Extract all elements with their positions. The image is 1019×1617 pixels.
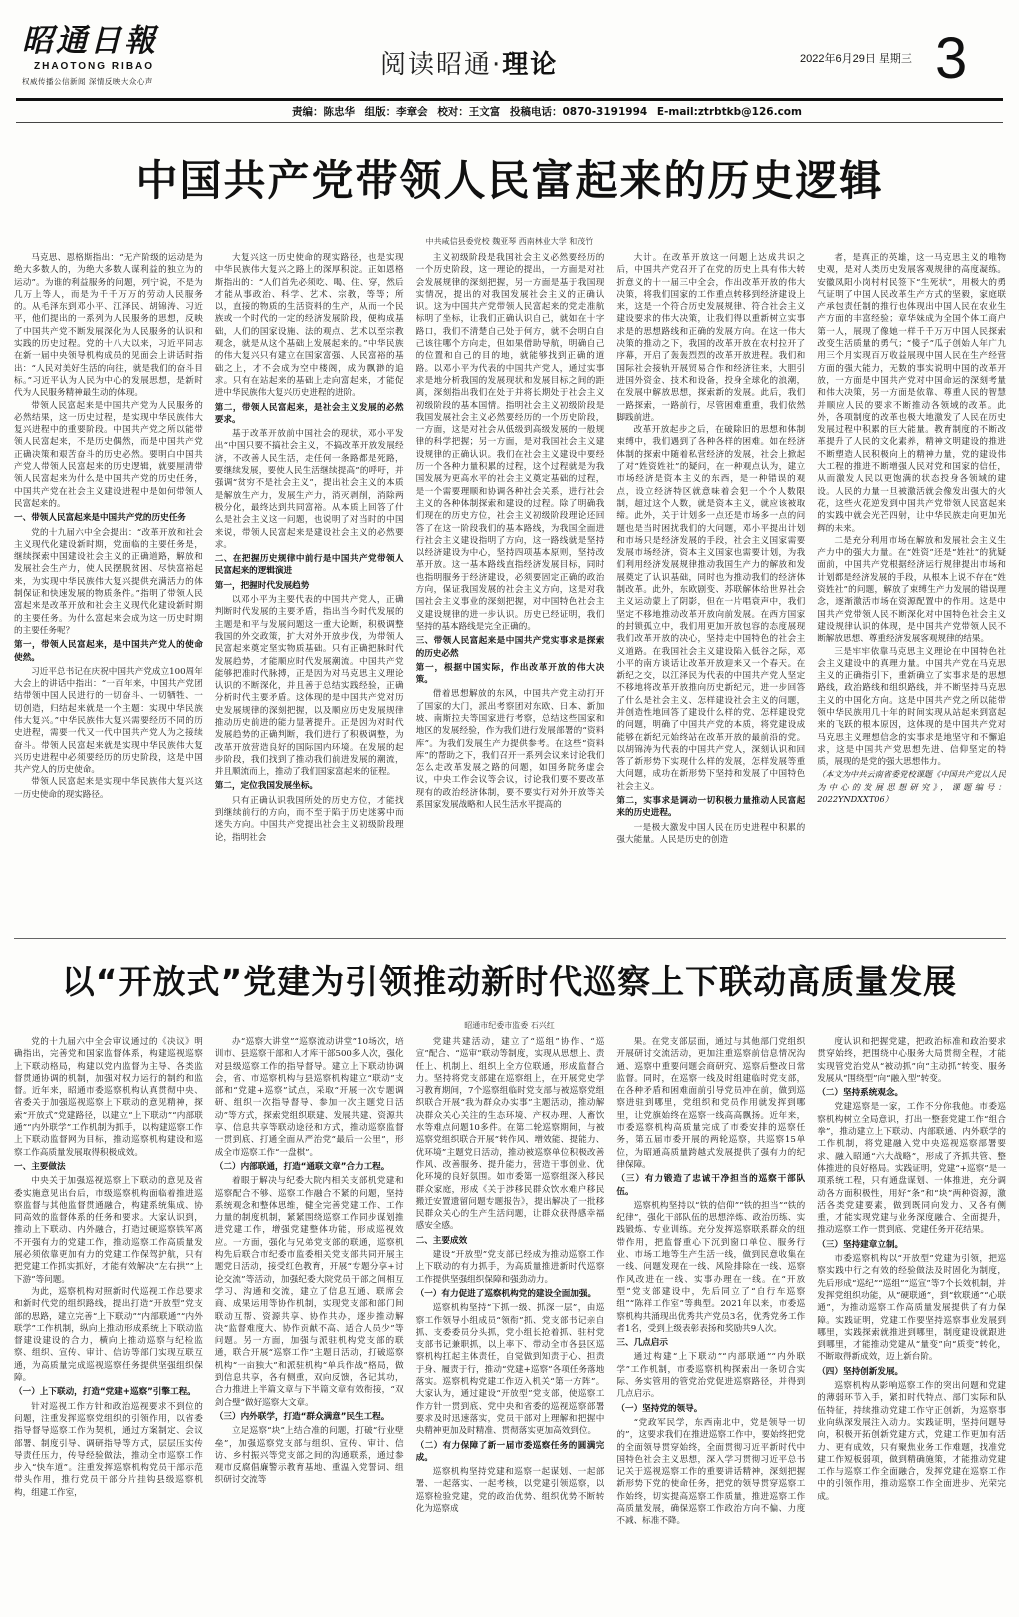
article2-column: [14, 1036, 203, 1608]
section-title-prefix: 阅读昭通·: [380, 50, 503, 80]
subheading: 三、几点启示: [616, 1338, 668, 1349]
subheading: （三）有力锻造了忠诚干净担当的巡察干部队伍。: [616, 1174, 806, 1197]
subheading: 第一，带领人民富起来，是中国共产党人的使命使然。: [14, 640, 203, 663]
paragraph: 果。在党支部层面，通过与其他部门党组织开展研讨交流活动，更加注重巡察前信息情况沟通、巡察中重要问题会商研究、巡察后整改日常监督。同时，在巡察一线及时组建临时党支部，在各种矛盾和困难面前引导党员冲在前，做到巡察进驻到哪里，党组织和党员作用就发挥到哪里，让党旗始终在巡察一线高高飘扬。近年来，市委巡察机构高质量完成了市委安排的巡察任务，第五届市委开展的两轮巡察，共巡察15单位，为昭通高质量跨越式发展提供了强有力的纪律保障。: [616, 1037, 806, 1170]
paragraph: 者，是真正的英雄，这一马克思主义的唯物史观，是对人类历史发展客观规律的高度凝练。安徽凤阳小岗村村民签下“生死状”，用极大的勇气证明了中国人民改革生产方式的坚毅，家庭联产承包责任制的推行也体现出中国人民在农业生产方面的丰富经验；章华妹成为全国个体工商户第一人，展现了像她一样千千万万中国人民探索改变生活质量的勇气；“傻子”瓜子创始人年广九用三个月实现百万收益展现中国人民在生产经营方面的强大能力，无数的事实说明中国的改革开放，一方面是中国共产党对中国命运的深刻考量和伟大决策，另一方面是依靠、尊重人民的智慧并顺应人民的要求不断推动各领域的改革。此外，各项制度的改革也极大地激发了人民在历史发展过程中积累的巨大能量。教育制度的不断改革提升了人民的文化素养，精神文明建设的推进不断塑造人民积极向上的精神力量，党的建设伟大工程的推进不断增强人民对党和国家的信任，从而激发人民以更饱满的状态投身各领域的建设。人民的力量一旦被激活就会像发出强大的火花，这些火花逆发到中国共产党带领人民富起来的实践中就会光芒四射，让中华民族走向更加光辉的未来。: [817, 253, 1006, 534]
article2-body: [14, 1036, 1006, 1608]
paragraph: 带领人民富起来是实现中华民族伟大复兴这一历史使命的现实路径。: [14, 777, 203, 800]
paragraph: 立足巡察“块”上结合准的问题，打破“行业壁垒”，加强巡察党支部与组织、宣传、审计、信访、乡村振兴等党支部之间的沟通联系，通过参观市反腐倡廉警示教育基地、重温入党誓词、组织研讨交流等: [214, 1426, 404, 1486]
subheading: （二）内部联通，打造“通联文章”合力工程。: [214, 1161, 390, 1172]
masthead-rule: [16, 98, 1003, 101]
section-title-bold: 理论: [502, 50, 559, 80]
paragraph: 着眼于解决与纪委大院内相关支部机党建和巡察配合不够、巡察工作融合不紧的问题，坚持系统观念和整体思维，健全完善党建工作、工作力量的制度机制，紧紧围绕巡察工作同步谋划推进党建工作，增强党建整体功能，形成巡视效应。一方面，强化与兄弟党支部的联通，巡察机构先后联合市纪委市监委相关党支部共同开展主题党日活动，接受红色教育，开展“专题分享+讨论交流”等活动，加强纪委大院党员干部之间相互学习、沟通和交流，建立了信息互通、联席会商、成果运用等协作机制，实现党支部和部门间联动互帮、资源共享、协作共办，逐步推动解决“监督难度大、协作贡献不高、适合人员少”等问题。另一方面，加强与派驻机构党支部的联通，联合开展“巡察工作”主题日活动，打破巡察机构“一亩独大”和派驻机构“单兵作战”格局，做到信息共享，各有侧重，双向反馈，各记其功，合力推进上半篇文章与下半篇文章有效衔接，“双剑合璧”做好巡察大文章。: [214, 1176, 404, 1408]
newspaper-logo: [22, 22, 212, 87]
paragraph: 党建巡察是一家，工作不分你我他。市委巡察机构树立全局意识，打出一整套党建工作“组合拳”，推动建立上下联动、内部联通、内外联学的工作机制，将党建融入党中央巡视巡察部署要求、融入昭通“六大战略”，形成了齐抓共管、整体推进的良好格局。实践证明，党建“+巡察”是一项系统工程，只有通盘谋划、一体推进，充分调动各方面积极性，用好“条”和“块”两种资源，激活各类党建要素，做到既同向发力、又各有侧重，才能实现党建与业务深度融合、全面提升，推动巡察工作一贯到底、党建任务开花结果。: [817, 1102, 1006, 1236]
article-note: （本文为中共云南省委党校课题《中国共产党以人民为中心的发展思想研究》，课题编号：2022YNDXXT06）: [817, 769, 1006, 805]
article1-body: [14, 252, 1006, 932]
paragraph: 带领人民富起来是中国共产党为人民服务的必然结果，这一历史过程，是实现中华民族伟大复兴进程中的重要阶段。中国共产党之所以能带领人民富起来，不是历史偶然，而是中国共产党正确决策和艰苦奋斗的历史必然。要明白中国共产党人带领人民富起来的历史逻辑，就要厘清带领人民富起来为什么是中国共产党的历史任务，中国共产党在社会主义建设进程中是如何带领人民富起来的。: [14, 400, 203, 509]
credit-layout: 组版：李章会: [364, 106, 428, 118]
subheading: 一、带领人民富起来是中国共产党的历史任务: [14, 513, 186, 524]
paragraph: 一是极大激发中国人民在历史进程中积累的强大能量。人民是历史的创造: [616, 822, 806, 845]
subheading: （三）内外联学，打造“群众满意”民生工程。: [214, 1411, 390, 1422]
paragraph: 只有正确认识我国所处的历史方位，才能找到继续前行的方向，而不至于陷于历史迷雾中而迷失方向。中国共产党提出社会主义初级阶段理论，指明社会: [214, 795, 404, 843]
paragraph: 中央关于加强巡视巡察上下联动的意见及省委实施意见出台后，市级巡察机构面临着推进巡察监督与其他监督贯通融合，构建系统集成、协同高效的监督体系的任务和要求。大家认识到，推动上下联动、内外融合，打造过硬巡察铁军离不开强有力的党建工作，推动巡察工作高质量发展必须依靠更加有力的党建工作保驾护航，只有把党建工作抓实抓好，才能有效解决“左右拱”“上下游”等问题。: [14, 1176, 203, 1285]
logo-pinyin: ZHAOTONG RIBAO: [34, 61, 155, 72]
paragraph: 二是充分利用市场在解放和发展社会主义生产力中的强大力量。在“姓资”还是“姓社”的犹疑面前，中国共产党根据经济运行规律提出市场和计划都是经济发展的手段，从根本上说不存在“姓资姓社”的问题，解放了束缚生产力发展的错误理念，逐渐激活市场在资源配置中的作用。这是中国共产党带领人民不断深化对中国特色社会主义建设规律认识的体现，是中国共产党带领人民不断解放思想、尊重经济发展客观规律的结果。: [817, 535, 1006, 645]
article2-title: 以“开放式”党建为引领推动新时代巡察上下联动高质量发展: [61, 962, 958, 1001]
article1-title: 中国共产党带领人民富起来的历史逻辑: [135, 156, 884, 205]
paragraph: 巡察机构坚持党建和巡察一起谋划、一起部署、一起落实、一起考核，以党建引领巡察，以巡察检验党建，党的政治优势、组织优势不断转化为巡察成: [415, 1467, 605, 1514]
article2-column: [817, 1036, 1006, 1608]
paragraph: 以邓小平为主要代表的中国共产党人，正确判断时代发展的主要矛盾，指出当今时代发展的主题是和平与发展问题这一重大论断，积极调整我国的外交政策，扩大对外开放步伐，为带领人民富起来奠定坚实物质基础。只有正确把脉时代发展趋势，才能顺应时代发展潮流。中国共产党能够把准时代脉搏，正是因为对马克思主义理论认识的不断深化，并且善于总结实践经验，正确分析时代主要矛盾。这体现的是中国共产党对历史发展规律的深刻把握，以及顺应历史发展规律推动历史前进的能力显著提升。正是因为对时代发展趋势的正确判断，我们进行了积极调整，为改革开放营造良好的国际国内环境。在发展的起步阶段，我们找到了推动我们前进发展的潮流，并且顺流而上，推动了我们国家富起来的征程。: [214, 595, 404, 778]
paragraph: “党政军民学，东西南北中，党是领导一切的”，这要求我们在推进巡察工作中，要始终把党的全面领导贯穿始终，全面贯彻习近平新时代中国特色社会主义思想，深入学习贯彻习近平总书记关于巡视巡察工作的重要讲话精神，深刻把握新形势下党的使命任务，把党的领导贯穿巡察工作始终，切实提高巡察工作质量，推进巡察工作高质量发展，确保巡察工作政治方向不偏、力度不减、标准不降。: [616, 1417, 806, 1527]
credit-editor: 责编：陈忠华: [292, 106, 355, 118]
paragraph: 为此，巡察机构对照新时代巡视工作总要求和新时代党的组织路线，提出打造“开放型”党支部的思路，建立完善“上下联动”“内部联通”“内外联学”工作机制，纵向上推动形成系统上下联动监督建设建设的合力，横向上推动巡察与纪检监察、组织、宣传、审计、信访等部门实现互联互通，为高质量完成巡视巡察任务提供坚强组织保障。: [14, 1286, 203, 1384]
subheading: 一、主要做法: [14, 1161, 66, 1172]
masthead: [0, 0, 1019, 100]
article2-column: [215, 1036, 404, 1608]
issue-date: 2022年6月29日 星期三: [800, 53, 912, 65]
article2-column: [616, 1036, 805, 1608]
paragraph: 办“巡察大讲堂”“巡察流动讲堂”10场次，培训市、县巡察干部和人才库干部500多人次，强化对县级巡察工作的指导督导。建立上下联动协调会，省、市巡察机构与县巡察机构建立“联动”支部和“党建+巡察”试点，采取“开展一次专题调研、组织一次指导督导、参加一次主题党日活动”等方式，探索党组织联建、发展共建、资源共享、信息共享等联动途径和方式，推动巡察监督一贯到底、打通全面从严治党“最后一公里”，形成全市巡察工作“一盘棋”。: [214, 1037, 404, 1158]
subheading: 第二，带领人民富起来，是社会主义发展的必然要求。: [214, 402, 404, 425]
subheading: （一）坚持党的领导。: [616, 1403, 703, 1414]
paragraph: 巡察机构从影响巡察工作的突出问题和党建的薄弱环节入手，紧扣时代特点、部门实际和队伍特征，持续推动党建工作守正创新，为巡察事业向纵深发展注入动力。实践证明，坚持问题导向，积极开拓创新党建方式，党建工作更加有活力、更有成效，只有聚焦业务工作难题，找准党建工作短板弱项，做到精确施策，才能推动党建工作与巡察工作全面融合，发挥党建在巡察工作中的引领作用，推动巡察工作全面进步、光荣完成。: [817, 1381, 1006, 1502]
credit-proof: 校对：王文富: [437, 106, 501, 118]
subheading: 第二，定位我国发展坐标。: [214, 781, 318, 792]
section-title: [380, 44, 558, 81]
subheading: 第二，实事求是调动一切积极力量推动人民富起来的历史进程。: [616, 796, 806, 819]
credits-rule: [16, 122, 1003, 123]
article2-column: [416, 1036, 605, 1608]
paragraph: 建设“开放型”党支部已经成为推动巡察工作上下联动的有力抓手，为高质量推进新时代巡察工作提供坚强组织保障和强劲动力。: [415, 1250, 605, 1285]
article1-column: [817, 252, 1006, 932]
subheading: （四）坚持创新发展。: [817, 1366, 904, 1377]
credits-line: [292, 104, 808, 119]
article1-column: [416, 252, 605, 932]
paragraph: 借着思想解放的东风，中国共产党主动打开了国家的大门，派出考察团对东欧、日本、新加坡、南斯拉夫等国家进行考察，总结这些国家和地区的发展经验，作为我们进行发展部署的“资料库”。为我们发展生产力提供参考。在这些“资料库”的帮助之下，我们召开一系列会议来讨论我们怎么走改革发展之路的问题，如国务院务虚会议，中央工作会议等会议，讨论我们要不要改革现有的政治经济体制，要不要实行对外开放等关系国家发展战略和人民生活水平提高的: [415, 689, 605, 811]
paragraph: 党的十九届六中全会审议通过的《决议》明确指出，完善党和国家监督体系，构建巡视巡察上下联动格局，构建以党内监督为主导、各类监督贯通协调的机制，加强对权力运行的制约和监督。近年来，昭通市委巡察机构认真贯彻中央、省委关于加强巡视巡察上下联动的意见精神，探索“开放式”党建路径，以建立“上下联动”“内部联通”“内外联学”工作机制为抓手，以构建巡察工作上下联动监督网为目标，推动巡察机构建设和巡察工作高质量发展取得积极成效。: [14, 1037, 203, 1158]
subheading: （一）有力促进了巡察机构党的建设全面加强。: [415, 1288, 597, 1299]
paragraph: 度认识和把握党建，把政治标准和政治要求贯穿始终，把围绕中心服务大局贯彻全程，才能实现管党治党从“被动抓”向“主动抓”转变、服务发展从“围绕型”向“融入型”转变。: [817, 1037, 1006, 1084]
logo-slogan: 权威传播公信新闻 深情反映大众心声: [22, 77, 153, 86]
paragraph: 马克思、恩格斯指出：“无产阶级的运动是为绝大多数人的，为绝大多数人谋利益的独立为的运动”。为谁的利益服务的问题，列宁说，不是为几万上等人，而是为千千万万的劳动人民服务的。从毛泽东到邓小平、江泽民、胡锦涛、习近平，他们提出的一系列为人民服务的思想，反映了中国共产党不断发展深化为人民服务的认识和实践的历史过程。党的十八大以来，习近平同志在新一届中央领导机构成员的见面会上讲话时指出：“人民对美好生活的向往，就是我们的奋斗目标。”习近平认为人民为中心的发展思想，是新时代为人民服务精神最生动的体现。: [14, 253, 203, 399]
subheading: 第一，把握时代发展趋势: [214, 580, 310, 591]
paragraph: 通过构建“上下联动”“内部联通”“内外联学”工作机制，市委巡察机构探索出一条切合实际、务实管用的管党治党促进巡察路径，并得到几点启示。: [616, 1352, 806, 1400]
subheading: 二、在把握历史规律中前行是中国共产党带领人民富起来的逻辑演进: [214, 554, 404, 577]
paragraph: 大复兴这一历史使命的现实路径，也是实现中华民族伟大复兴之路上的深厚积淀。正如恩格斯指出的：“人们首先必须吃、喝、住、穿，然后才能从事政治、科学、艺术、宗教，等等；所以，直接的物质的生活资料的生产，从而一个民族或一个时代的一定的经济发展阶段，便构成基础，人们的国家设施、法的观点、艺术以至宗教观念，就是从这个基础上发展起来的。”中华民族的伟大复兴只有建立在国家富强、人民富裕的基础之上，才不会成为空中楼阁，成为飘渺的追求。只有在站起来的基础上走向富起来，才能促进中华民族伟大复兴历史进程的进阶。: [214, 253, 404, 399]
paragraph: 基于改革开放前中国社会的现状，邓小平发出“中国只要不搞社会主义，不搞改革开放发展经济，不改善人民生活，走任何一条路都是死路，要继续发展，要使人民生活继续提高”的呼吁，并强调“贫穷不是社会主义”，提出社会主义的本质是解放生产力，发展生产力，消灭剥削，消除两极分化，最终达到共同富裕。从本质上回答了什么是社会主义这一问题，也说明了对当时的中国来说，带领人民富起来是建设社会主义的必然要求。: [214, 429, 404, 550]
paragraph: 习近平总书记在庆祝中国共产党成立100周年大会上的讲话中指出：“一百年来，中国共产党团结带领中国人民进行的一切奋斗、一切牺牲、一切创造，归结起来就是一个主题：实现中华民族伟大复兴。”中华民族伟大复兴需要经历不同的历史进程，需要一代又一代中国共产党人为之接续奋斗。带领人民富起来就是实现中华民族伟大复兴历史进程中必须要经历的历史阶段，这是中国共产党人的历史使命。: [14, 666, 203, 776]
article2-byline: 昭通市纪委市监委 石兴红: [464, 1021, 555, 1030]
subheading: 二、主要成效: [415, 1235, 468, 1246]
subheading: （三）坚持建章立制。: [817, 1239, 904, 1250]
article1-column: [616, 252, 805, 932]
credit-email: E-mail:ztrbtkb@126.com: [656, 106, 802, 118]
article1-column: [215, 252, 404, 932]
subheading: （二）有力保障了新一届市委巡察任务的圆满完成。: [415, 1440, 605, 1463]
paragraph: 市委巡察机构以“开放型”党建为引领，把巡察实践中行之有效的经验做法及时固化为制度，先后形成“巡纪”“巡组”“巡宣”等7个长效机制，并发挥党组织功能，从“硬联通”，到“软联通”“心联通”，为推动巡察工作高质量发展提供了有力保障。实践证明，党建工作要坚持巡察事业发展到哪里，实践探索就推进到哪里，制度建设就跟进到哪里，才能推动党建从“量变”向“质变”转化，不断取得新成效，迈上新台阶。: [817, 1254, 1006, 1363]
paragraph: 主义初级阶段是我国社会主义必然要经历的一个历史阶段，这一理论的提出，一方面是对社会发展规律的深刻把握，另一方面是基于我国现实情况，提出的对我国发展社会主义的正确认识。这为中国共产党带领人民富起来的党走准航标明了坐标，让我们正确认识自己，就如在十字路口，我们不清楚自己处于何方，就不会明白自己该往哪个方向走，但如果借助导航，明确自己的位置和自己的目的地，就能够找到正确的道路。以邓小平为代表的中国共产党人，通过实事求是地分析我国的发展现状和发展目标之间的距离，深刻指出我们在处于并将长期处于社会主义初级阶段的基本国情。指明社会主义初级阶段是我国发展社会主义必然要经历的一个历史阶段，一方面，这是对社会从低级到高级发展的一般规律的科学把握；另一方面，是对我国社会主义建设规律的正确认识。我们在社会主义建设中要经历一个各种力量积累的过程，这个过程就是为我国发展为更高水平的社会主义奠定基础的过程，是一个需要理顺和协调各种社会关系，进行社会主义的各种体制探索和建设的过程。除了明确我们现在的历史方位，社会主义初级阶段理论还回答了在这一阶段我们的基本路线，为我国全面进行社会主义建设指明了方向，这一路线就是坚持以经济建设为中心，坚持四项基本原则，坚持改革开放。这一基本路线直指经济发展目标，同时也指明服务于经济建设，必须要固定正确的政治方向，保证我国发展的社会主义方向，这是对我国社会主义事业的深刻把握，对中国特色社会主义建设规律的进一步认识。历史已经证明，我们坚持的基本路线是完全正确的。: [415, 253, 605, 632]
paragraph: 党建共建活动，建立了“巡组”协作、“巡宣”配合、“巡审”联动等制度，实现从思想上、责任上、机制上、组织上全方位联通，形成监督合力。坚持将党支部建在巡察组上，在开展党史学习教育期间，7个巡察组临时党支部与被巡察党组织联合开展“我为群众办实事”主题活动，推动解决群众关心关注的生态环境、产权办理、人畜饮水等难点问题10多件。在第二轮巡察期间，与被巡察党组织联合开展“转作风、增效能、提能力、优环境”主题党日活动，推动被巡察单位积极改善作风、改善服务、提升能力，营造干事创业、优化环境的良好氛围。如市委第一巡察组深入移民群众家庭，形成《关于涉移民群众饮水难户移民搬迁安置遗留问题专题报告》，提出解决了一批移民群众关心的生产生活问题，让群众获得感幸福感安全感。: [415, 1037, 605, 1232]
paragraph: 巡察机构坚持以“铁的信仰”“铁的担当”“铁的纪律”，强化干部队伍的思想淬炼、政治历练、实践锻炼、专业训练。充分发挥巡察联系群众的纽带作用，把监督重心下沉到窗口单位、服务行业、市场工地等生产生活一线，做到民意收集在一线、问题发现在一线、风险排除在一线、巡察作风改进在一线、实事办理在一线。在“开放型”党支部建设中，先后同立了“自行车巡察组”“陈祥工作室”等典型。2021年以来，市委巡察机构共涌现出优秀共产党员3名，优秀党务工作者1名，受到上级表彰表扬和奖励共9人次。: [616, 1200, 806, 1334]
subheading: 第一，根据中国实际，作出改革开放的伟大决策。: [415, 662, 605, 686]
article1-byline: 中共咸信县委党校 魏亚琴 西南林业大学 和茂竹: [425, 237, 594, 246]
paragraph: 针对巡视工作方针和政治巡视要求不到位的问题，注重发挥巡察党组织的引领作用，以省委指导督导巡察工作为契机，通过方案制定、会议部署、制度引导、调研指导等方式，层层压实传导责任压力，传导经验做法，推动全市巡察工作步入“快车道”。注重发挥巡察机构党员干部示范带头作用，推行党员干部分片挂钩县级巡察机构，组建工作室，: [14, 1401, 203, 1498]
article-divider: [14, 938, 1006, 939]
paragraph: 大计。在改革开放这一问题上达成共识之后，中国共产党召开了在党的历史上具有伟大转折意义的十一届三中全会，作出改革开放的伟大决策，将我们国家的工作重点转移到经济建设上来，这是一个符合历史发展规律、符合社会主义建设要求的伟大决策，让我们得以重新树立实事求是的思想路线和正确的发展方向。在这一伟大决策的推动之下，我国的改革开放在农村拉开了序幕，开启了轰轰烈烈的改革开放进程。我们和国际社会接轨开展贸易合作和经济往来，大胆引进国外资金、技术和设备，投身全球化的浪潮，在发展中解放思想，探索新的发展。此后，我们一路探索，一路前行，尽管困难重重，我们依然脚践前进。: [616, 253, 806, 423]
subheading: （二）坚持系统观念。: [817, 1088, 904, 1099]
page-number: 3: [935, 26, 968, 91]
paragraph: 巡察机构坚持“下抓一级、抓深一层”，由巡察工作领导小组成员“领衔”抓、党支部书记亲自抓、支委委员分头抓，党小组长抢着抓、驻村党支部书记兼职抓，以上率下、带动全市各县区巡察机构扛起主体责任，自觉做到知责于心、担责于身、履责于行，推动“党建+巡察”各项任务落地落实。巡察机构党建工作迈入机关“第一方阵”。大家认为，通过建设“开放型”党支部，使巡察工作方针一贯到底、党中央和省委的巡视巡察部署要求及时迅速落实，党员干部对上理解和把握中央精神更加及时精准、贯彻落实更加高效到位。: [415, 1303, 605, 1437]
credit-phone: 投稿电话：0870-3191994: [509, 106, 648, 118]
subheading: （一）上下联动，打造“党建+巡察”引擎工程。: [14, 1387, 196, 1398]
article1-column: [14, 252, 203, 932]
logo-name: 昭通日報: [22, 23, 158, 59]
paragraph: 改革开放起步之后，在破除旧的思想和体制束缚中，我们遇到了各种各样的困难。如在经济体制的探索中随着私营经济的发展，社会上掀起了对“姓资姓社”的疑问，在一种观点认为，建立市场经济是资本主义的东西，是一种错误的观点，设立经济特区就意味着会犯一个个人数限制，超过这个人数，就是资本主义，就应该被取缔。此外，关于计划多一点还是市场多一点的问题也是当时困扰我们的大问题，邓小平提出计划和市场只是经济发展的手段，社会主义国家需要发展市场经济，资本主义国家也需要计划，为我们利用经济发展规律推动我国生产力的解放和发展奠定了认识基础，同时也为推动我们的经济体制改革。此外，东欧剧变、苏联解体给世界社会主义运动蒙上了阴影，但在一片唱衰声中，我们坚定不移地推动改革开放向前发展。在西方国家的封锁孤立中，我们用更加开放包容的态度展现我们改革开放的决心，坚持走中国特色的社会主义道路。在我国社会主义建设陷入低谷之际，邓小平的南方谈话让改革开放迎来又一个春天。在新纪之交，以江泽民为代表的中国共产党人坚定不移地将改革开放推向历史新纪元，进一步回答了什么是社会主义、怎样建设社会主义的问题，并创造性地回答了建设什么样的党、怎样建设党的问题，明确了中国共产党的本质，将党建设成能够在新纪元始终站在改革开放的最前沿的党。以胡锦涛为代表的中国共产党人，深刻认识和回答了新形势下实现什么样的发展，怎样发展等重大问题，成功在新形势下坚持和发展了中国特色社会主义。: [616, 425, 806, 792]
paragraph: 三是牢牢依靠马克思主义理论在中国特色社会主义建设中的真理力量。中国共产党在马克思主义的正确指引下，重新确立了实事求是的思想路线，政治路线和组织路线，并不断坚持马克思主义的中国化方向。这是中国共产党之所以能带领中华民族用几十年的时间实现从站起来到富起来的飞跃的根本原因，这体现的是中国共产党对马克思主义理想信念的实事求是地坚守和不懈追求，这是中国共产党思想先进、信仰坚定的特质，展现的是党的强大思想伟力。: [817, 646, 1006, 768]
subheading: 三、带领人民富起来是中国共产党实事求是探索的历史必然: [415, 636, 605, 659]
paragraph: 党的十九届六中全会提出：“改革开放和社会主义现代化建设新时期，党面临的主要任务是，继续探索中国建设社会主义的正确道路，解放和发展社会生产力，使人民摆脱贫困、尽快富裕起来，为实现中华民族伟大复兴提供充满活力的体制保证和快速发展的物质条件。”指明了带领人民富起来是改革开放和社会主义现代化建设新时期的主要任务。为什么富起来会成为这一历史时期的主要任务呢？: [14, 527, 203, 636]
